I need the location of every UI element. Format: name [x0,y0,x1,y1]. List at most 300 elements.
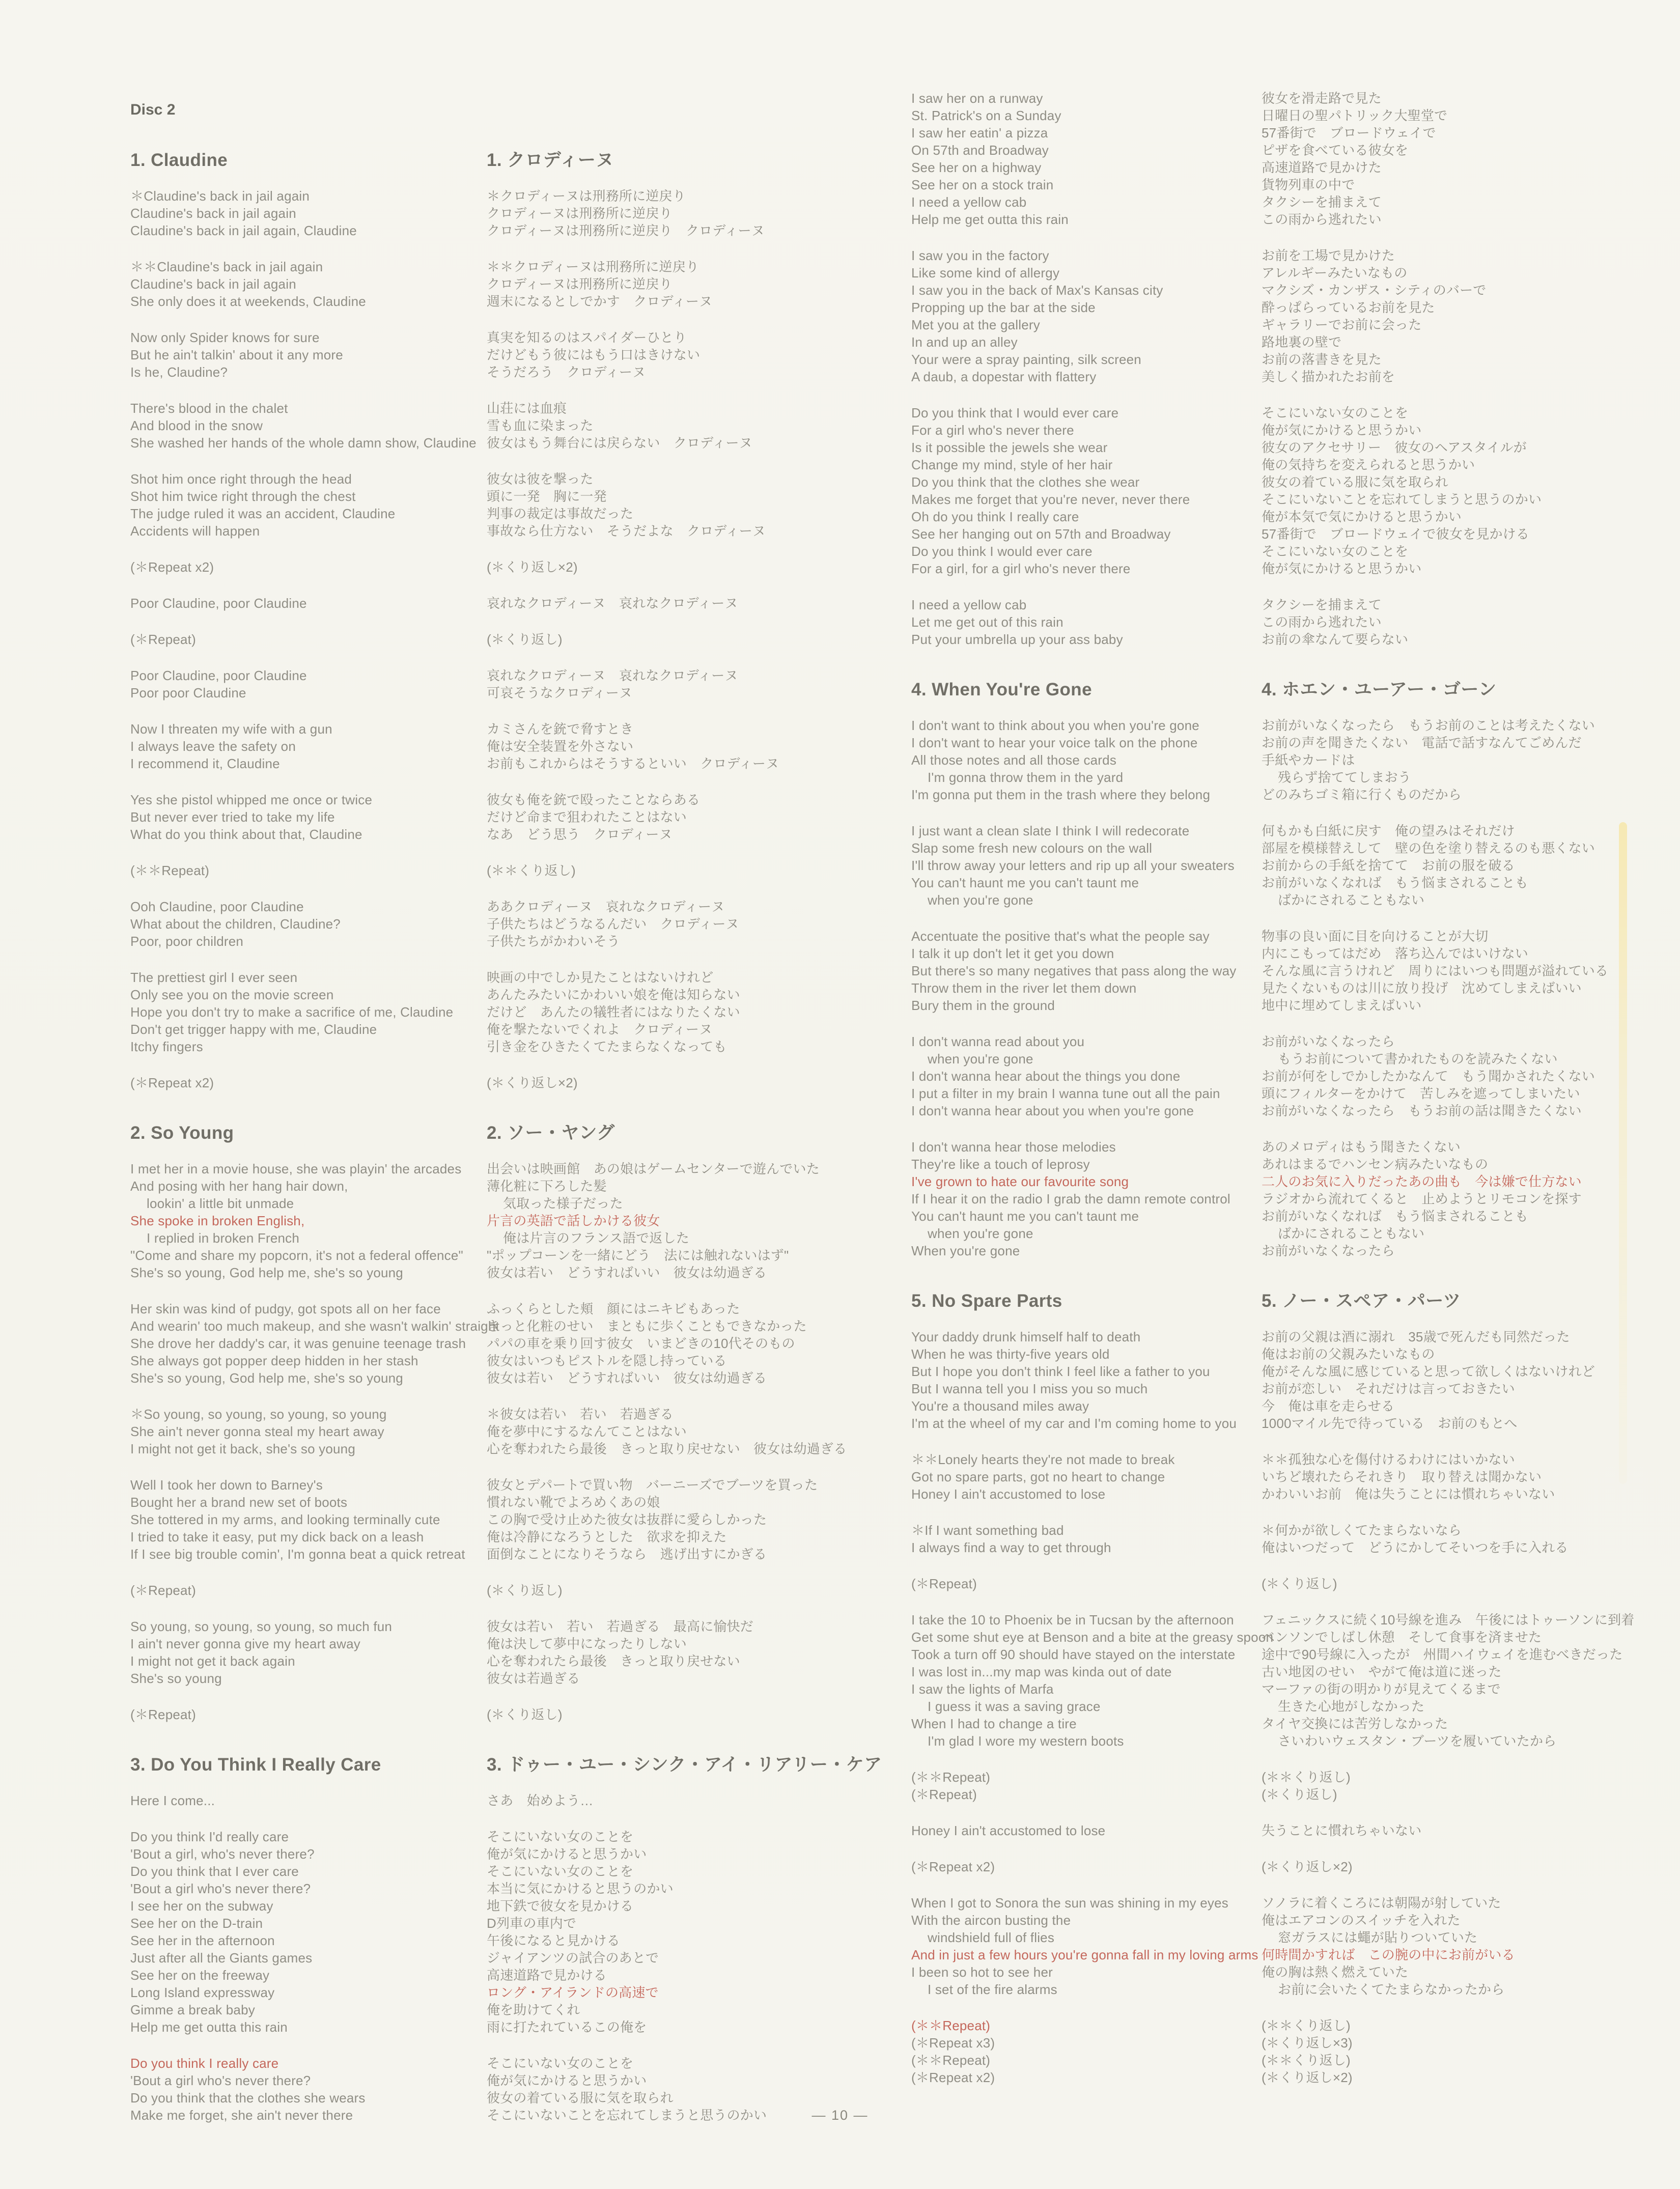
lyric-line: 俺が本気で気にかけると思うかい [1262,509,1462,524]
disc-label: Disc 2 [130,101,176,118]
lyric-line: 路地裏の壁で [1262,334,1342,350]
lyric-line: 彼女は若い 若い 若過ぎる 最高に愉快だ [487,1619,754,1634]
lyric-line: Now only Spider knows for sure [130,330,320,345]
lyric-line: ああクロディーヌ 哀れなクロディーヌ [487,899,725,914]
verse [130,898,341,950]
verse [1262,1033,1595,1119]
verse [130,1582,196,1599]
lyric-line: そこにいない女のことを [1262,544,1409,559]
verse [487,400,752,452]
lyric-line: See her on a highway [911,160,1042,175]
lyric-line: きっと化粧のせい まともに歩くこともできなかった [487,1318,807,1334]
verse [911,1328,1237,1432]
verse [911,1769,990,1803]
verse [911,1451,1175,1503]
lyric-line: ピザを食べている彼女を [1262,143,1409,158]
verse [487,1300,807,1387]
lyric-line: I always leave the safety on [130,739,296,754]
lyric-line: I'm gonna put them in the trash where they belong [911,787,1211,802]
lyric-line: 彼女は彼を撃った [487,471,594,487]
lyric-line: when you're gone [928,892,1033,908]
lyric-line: Oh do you think I really care [911,509,1079,524]
page-number: — 10 — [811,2108,869,2123]
lyric-line: どのみちゴミ箱に行くものだから [1262,787,1462,802]
lyric-line: When you're gone [911,1243,1020,1258]
lyric-line: 今 俺は車を走らせる [1262,1398,1395,1414]
lyric-line: 日曜日の聖パトリック大聖堂で [1262,108,1448,123]
lyric-line: I might not get it back again [130,1653,295,1669]
lyric-line: 窓ガラスには蠅が貼りついていた [1278,1930,1478,1945]
verse [130,329,343,381]
lyric-line: (＊くり返し) [1262,1576,1337,1591]
lyric-line: クロディーヌは刑務所に逆戻り クロディーヌ [487,223,765,238]
lyric-line: 頭にフィルターをかけて 苦しみを遮ってしまいたい [1262,1086,1580,1101]
lyric-line: Now I threaten my wife with a gun [130,721,332,737]
lyric-line: タクシーを捕まえて [1262,194,1382,210]
lyric-line: 残らず捨ててしまおう [1278,770,1412,785]
lyric-line: (＊Repeat) [130,1707,196,1722]
verse [130,1706,196,1723]
lyric-line: 俺が気にかけると思うかい [487,2073,647,2088]
lyric-line: I replied in broken French [147,1230,300,1246]
lyric-line: いちど壊れたらそれきり 取り替えは聞かない [1262,1469,1542,1484]
verse [1262,1138,1582,1259]
lyric-line: 何時間かすれば この腕の中にお前がいる [1262,1947,1515,1962]
lyric-line: 途中で90号線に入ったが 州間ハイウェイを進むべきだった [1262,1647,1623,1662]
lyric-line: But he ain't talkin' about it any more [130,347,343,362]
lyric-line: And in just a few hours you're gonna fall in my loving arms [911,1947,1258,1962]
lyric-line: 彼女はいつもピストルを隠し持っている [487,1353,727,1368]
lyric-line: お前を工場で見かけた [1262,248,1395,263]
lyric-line: 片言の英語で話しかける彼女 [487,1213,660,1228]
lyric-line: お前がいなくなったら もうお前の話は聞きたくない [1262,1103,1582,1118]
lyric-line: 酔っぱらっているお前を見た [1262,300,1435,315]
verse [911,822,1235,909]
lyric-line: お前が何をしでかしたかなんて もう聞かされたくない [1262,1069,1595,1084]
lyric-line: 事故なら仕方ない そうだよな クロディーヌ [487,523,766,539]
lyric-line: So young, so young, so young, so much fun [130,1619,393,1634]
lyric-line: お前の落書きを見た [1262,352,1382,367]
lyric-line: お前からの手紙を捨てて お前の服を破る [1262,858,1515,873]
lyric-line: 'Bout a girl, who's never there? [130,1846,315,1862]
lyric-line: Bought her a brand new set of boots [130,1495,348,1510]
lyric-line: (＊くり返し×2) [487,559,578,575]
lyric-line: ソノラに着くころには朝陽が射していた [1262,1895,1501,1911]
lyric-line: I see her on the subway [130,1898,273,1914]
lyric-line: お前がいなくなれば もう悩まされることも [1262,875,1529,890]
lyric-line: I set of the fire alarms [928,1982,1057,1997]
lyric-line: 午後になると見かける [487,1933,621,1948]
lyric-line: 部屋を模様替えして 壁の色を塗り替えるのも悪くない [1262,840,1595,856]
lyric-line: I saw her eatin' a pizza [911,125,1048,141]
lyric-line: The judge ruled it was an accident, Claudine [130,506,396,521]
lyric-line: I don't wanna hear those melodies [911,1139,1116,1155]
verse [911,1575,977,1592]
verse [911,90,1069,228]
lyric-line: 彼女の着ている服に気を取られ [1262,474,1448,490]
lyrics-column-japanese-songs-4-5 [1262,90,1634,2105]
lyric-line: カミさんを銃で脅すとき [487,721,634,737]
verse [911,2017,995,2086]
verse [130,558,214,576]
lyric-line: She's so young, God help me, she's so young [130,1370,403,1386]
lyric-line: I need a yellow cab [911,194,1027,210]
lyric-line: I don't want to hear your voice talk on the phone [911,735,1198,750]
lyric-line: ラジオから流れてくると 止めようとリモコンを探す [1262,1191,1582,1206]
lyric-line: 物事の良い面に目を向けることが大切 [1262,929,1489,944]
lyric-line: when you're gone [928,1051,1033,1067]
lyric-line: 1000マイル先で待っている お前のもとへ [1262,1416,1518,1431]
lyric-line: さいわいウェスタン・ブーツを履いていたから [1278,1733,1557,1749]
verse [911,928,1237,1014]
verse [911,1858,995,1875]
lyric-line: But never ever tried to take my life [130,809,335,825]
lyric-line: マーファの街の明かりが見えてくるまで [1262,1681,1501,1697]
lyric-line: (＊Repeat) [130,632,196,647]
lyric-line: She only does it at weekends, Claudine [130,294,366,309]
verse [487,329,700,381]
lyric-line: だけど あんたの犠牲者にはなりたくない [487,1004,740,1020]
verse [130,1406,387,1457]
lyric-line: お前の傘なんて要らない [1262,632,1409,647]
lyric-line: Poor, poor children [130,934,244,949]
verse [487,1828,674,2036]
lyric-line: 美しく描かれたお前を [1262,369,1395,384]
lyric-line: You're a thousand miles away [911,1398,1089,1414]
lyric-line: 彼女は若過ぎる [487,1671,580,1686]
verse [130,1160,463,1281]
song-title: 4. When You're Gone [911,680,1092,699]
lyric-line: Just after all the Giants games [130,1950,313,1966]
lyrics-column-english-songs-3-5 [911,90,1273,2105]
lyric-line: あのメロディはもう聞きたくない [1262,1139,1461,1155]
verse [130,1476,465,1563]
lyric-line: Do you think I would ever care [911,544,1093,559]
verse [130,1300,499,1387]
lyric-line: 彼女も俺を銃で殴ったことならある [487,792,701,807]
lyric-line: You can't haunt me you can't taunt me [911,875,1139,890]
lyric-line: 彼女とデパートで買い物 バーニーズでブーツを買った [487,1477,818,1493]
lyric-line: パパの車を乗り回す彼女 いまどきの10代そのもの [487,1336,795,1351]
verse [130,631,196,648]
lyric-line: (＊＊くり返し) [487,863,576,878]
lyric-line: クロディーヌは刑務所に逆戻り [487,206,673,221]
lyric-line: Well I took her down to Barney's [130,1477,323,1493]
lyric-line: I put a filter in my brain I wanna tune out all the pain [911,1086,1220,1101]
lyric-line: I saw her on a runway [911,91,1043,106]
lyric-line: 俺は決して夢中になったりしない [487,1636,687,1651]
lyric-line: お前の声を聞きたくない 電話で話すなんてごめんだ [1262,735,1582,750]
verse [487,969,740,1055]
lyric-line: See her on the freeway [130,1968,270,1983]
lyric-line: I recommend it, Claudine [130,756,280,771]
song-title: 2. ソー・ヤング [487,1123,615,1143]
lyric-line: 雨に打たれているこの俺を [487,2019,647,2035]
lyric-line: (＊くり返し×2) [487,1075,578,1090]
lyric-line: Do you think I'd really care [130,1829,289,1844]
lyric-line: What do you think about that, Claudine [130,827,362,842]
verse [911,1611,1273,1750]
lyric-line: They're like a touch of leprosy [911,1157,1090,1172]
lyric-line: Throw them in the river let them down [911,980,1137,996]
lyric-line: 俺を撃たないでくれよ クロディーヌ [487,1022,713,1037]
lyric-line: タイヤ交換には苦労しなかった [1262,1716,1448,1731]
lyric-line: 古い地図のせい やがて俺は道に迷った [1262,1664,1502,1679]
lyric-line: お前がいなくなったら [1262,1243,1395,1258]
lyric-line: 俺はいつだって どうにかしてそいつを手に入れる [1262,1540,1569,1555]
lyric-line: Slap some fresh new colours on the wall [911,840,1153,856]
lyric-line: 彼女の着ている服に気を取られ [487,2090,674,2106]
lyric-line: ＊＊孤独な心を傷付けるわけにはいかない [1262,1452,1515,1467]
verse [487,898,739,950]
verse [130,720,332,772]
lyric-line: ＊＊Lonely hearts they're not made to break [911,1452,1175,1467]
lyric-line: かわいいお前 俺は失うことには慣れちゃいない [1262,1486,1555,1502]
lyric-line: ばかにされることもない [1278,892,1425,908]
lyric-line: (＊Repeat) [911,1787,977,1802]
lyric-line: lookin' a little bit unmade [147,1196,294,1211]
lyric-line: (＊＊Repeat) [911,2053,991,2068]
lyric-line: On 57th and Broadway [911,143,1049,158]
verse [130,258,366,310]
lyric-line: 貨物列車の中で [1262,177,1355,192]
lyric-line: ジャイアンツの試合のあとで [487,1950,659,1966]
verse [1262,1451,1555,1503]
lyric-line: Hope you don't try to make a sacrifice of me, Claudine [130,1004,454,1020]
lyric-line: 引き金をひきたくてたまらなくなっても [487,1039,727,1054]
lyric-line: 気取った様子だった [503,1196,623,1211]
lyric-line: Do you think that I ever care [130,1864,299,1879]
lyric-line: Her skin was kind of pudgy, got spots all on her face [130,1301,441,1316]
lyric-line: (＊くり返し×2) [1262,2070,1353,2085]
lyric-line: 地中に埋めてしまえばいい [1262,998,1422,1013]
lyric-line: Claudine's back in jail again, Claudine [130,223,357,238]
lyric-line: "Come and share my popcorn, it's not a federal offence" [130,1248,463,1263]
song-title: 3. ドゥー・ユー・シンク・アイ・リアリー・ケア [487,1755,882,1775]
lyric-line: もうお前について書かれたものを読みたくない [1278,1051,1558,1067]
verse [130,1618,392,1687]
lyric-line: 俺は片言のフランス語で返した [503,1230,690,1246]
lyric-line: when you're gone [928,1226,1033,1241]
lyric-line: Do you think I really care [130,2056,279,2071]
verse [1262,1611,1634,1750]
lyric-line: Poor Claudine, poor Claudine [130,596,307,611]
lyric-line: If I hear it on the radio I grab the damn remote control [911,1191,1230,1206]
verse [487,1618,753,1687]
verse [1262,1522,1569,1556]
lyric-line: 彼女を滑走路で見た [1262,91,1382,106]
lyric-line: (＊＊くり返し) [1262,1770,1351,1785]
lyric-line: She washed her hands of the whole damn show, Claudine [130,435,477,451]
verse [1262,596,1408,648]
lyric-line: アレルギーみたいなもの [1262,265,1408,280]
lyric-line: Is he, Claudine? [130,364,228,380]
lyric-line: And posing with her hang hair down, [130,1178,348,1194]
lyric-line: お前がいなくなれば もう悩まされることも [1262,1209,1529,1224]
verse [1262,1575,1337,1592]
verse [487,558,578,576]
lyric-line: だけどもう彼にはもう口はきけない [487,347,701,362]
lyric-line: 彼女は若い どうすればいい 彼女は幼過ぎる [487,1370,767,1386]
lyric-line: お前の父親は酒に溺れ 35歳で死んだも同然だった [1262,1329,1570,1344]
lyric-line: I met her in a movie house, she was playin' the arcades [130,1161,462,1176]
lyric-line: 雪も血に染まった [487,418,594,433]
lyric-line: 失うことに慣れちゃいない [1262,1823,1422,1838]
lyric-line: 57番街で ブロードウェイで彼女を見かける [1262,526,1530,542]
verse [911,1522,1111,1556]
lyric-line: そこにいない女のことを [487,1864,634,1879]
lyric-line: See her in the afternoon [130,1933,275,1948]
lyric-line: 俺は安全装置を外さない [487,739,634,754]
lyric-line: (＊くり返し) [487,1583,563,1598]
verse [911,1822,1105,1839]
lyric-line: そうだろう クロディーヌ [487,364,646,380]
lyric-line: But there's so many negatives that pass along the way [911,963,1237,978]
lyric-line: だけど命まで狙われたことはない [487,809,687,825]
song-title: 5. No Spare Parts [911,1291,1062,1311]
lyric-line: 心を奪われたら最後 きっと取り戻せない 彼女は幼過ぎる [487,1441,847,1456]
lyric-line: If I see big trouble comin', I'm gonna beat a quick retreat [130,1547,465,1562]
lyric-line: ベンソンでしばし休憩 そして食事を済ませた [1262,1630,1542,1645]
lyric-line: Ooh Claudine, poor Claudine [130,899,304,914]
lyric-line: ＊So young, so young, so young, so young [130,1407,387,1422]
lyric-line: 俺は冷静になろうとした 欲求を抑えた [487,1529,727,1545]
lyric-line: なあ どう思う クロディーヌ [487,827,673,842]
verse [1262,90,1447,228]
song-title: 1. Claudine [130,150,228,170]
verse [130,1828,315,2036]
lyric-line: 心を奪われたら最後 きっと取り戻せない [487,1653,740,1669]
lyric-line: She spoke in broken English, [130,1213,305,1228]
lyric-line: Here I come... [130,1793,215,1808]
lyric-line: 俺はお前の父親みたいなもの [1262,1346,1435,1362]
lyric-line: Help me get outta this rain [130,2019,288,2035]
lyric-line: Do you think that I would ever care [911,405,1119,420]
lyric-line: Your daddy drunk himself half to death [911,1329,1141,1344]
lyric-line: 'Bout a girl who's never there? [130,1881,311,1896]
lyric-line: Got no spare parts, got no heart to change [911,1469,1165,1484]
lyric-line: I been so hot to see her [911,1965,1053,1980]
lyric-line: フェニックスに続く10号線を進み 午後にはトゥーソンに到着 [1262,1612,1635,1627]
lyric-line: I don't wanna hear about you when you're gone [911,1103,1194,1118]
lyric-line: 判事の裁定は事故だった [487,506,634,521]
lyric-line: Do you think that the clothes she wears [130,2090,366,2106]
lyric-line: When he was thirty-five years old [911,1346,1110,1362]
lyric-line: See her hanging out on 57th and Broadway [911,526,1171,542]
lyric-line: 俺を夢中にするなんてことはない [487,1424,687,1439]
lyric-line: ＊クロディーヌは刑務所に逆戻り [487,188,686,204]
verse [911,1033,1220,1119]
lyric-line: この胸で受け止めた彼女は抜群に愛らしかった [487,1512,767,1527]
lyric-line: 何もかも白紙に戻す 俺の望みはそれだけ [1262,823,1515,838]
lyric-line: 俺の胸は熱く燃えていた [1262,1965,1409,1980]
lyric-line: 高速道路で見かける [487,1968,607,1983]
lyric-line: 生きた心地がしなかった [1278,1699,1425,1714]
lyric-line: Change my mind, style of her hair [911,457,1113,472]
lyric-line: この雨から逃れたい [1262,212,1382,227]
lyric-line: 子供たちはどうなるんだい クロディーヌ [487,916,739,932]
verse [911,404,1190,577]
verse [911,1138,1230,1259]
lyric-line: All those notes and all those cards [911,752,1117,768]
lyric-line: Get some shut eye at Benson and a bite at the greasy spoon [911,1630,1274,1645]
lyric-line: Honey I ain't accustomed to lose [911,1823,1106,1838]
lyric-line: ＊彼女は若い 若い 若過ぎる [487,1407,674,1422]
lyric-line: お前に会いたくてたまらなかったから [1278,1982,1505,1997]
lyric-line: 地下鉄で彼女を見かける [487,1898,634,1914]
lyric-line: クロディーヌは刑務所に逆戻り [487,276,673,292]
lyric-line: (＊Repeat x2) [130,1075,214,1090]
lyric-line: Bury them in the ground [911,998,1055,1013]
lyric-line: 薄化粧に下ろした髪 [487,1178,607,1194]
verse [1262,1769,1351,1803]
lyric-line: I'll throw away your letters and rip up all your sweaters [911,858,1235,873]
lyric-line: 慣れない靴でよろめくあの娘 [487,1495,660,1510]
lyric-line: 俺が気にかけると思うかい [487,1846,647,1862]
verse [487,862,576,879]
lyric-line: マクシズ・カンザス・シティのバーで [1262,283,1487,298]
verse [487,470,766,540]
verse [487,631,563,648]
lyric-line: For a girl, for a girl who's never there [911,561,1131,576]
lyric-line: そこにいないことを忘れてしまうと思うのかい [487,2108,767,2123]
verse [487,1792,594,1809]
song-title: 1. クロディーヌ [487,150,614,170]
verse [487,258,712,310]
song-title: 3. Do You Think I Really Care [130,1755,381,1775]
lyric-line: 面倒なことになりそうなら 逃げ出すにかぎる [487,1547,767,1562]
lyric-line: (＊くり返し×3) [1262,2035,1353,2051]
lyric-line: Shot him once right through the head [130,471,352,487]
lyric-line: 俺を助けてくれ [487,2002,580,2017]
lyric-line: But I hope you don't think I feel like a father to you [911,1364,1210,1379]
lyric-line: (＊Repeat x2) [911,1859,995,1874]
verse [1262,247,1487,385]
lyric-line: Poor Claudine, poor Claudine [130,668,307,683]
lyric-line: I'm gonna throw them in the yard [928,770,1124,785]
lyric-line: I was lost in...my map was kinda out of date [911,1664,1172,1679]
verse [130,969,453,1055]
lyric-line: See her on a stock train [911,177,1054,192]
song-title: 2. So Young [130,1123,234,1143]
lyric-line: そこにいない女のことを [487,1829,634,1844]
song-title: 5. ノー・スペア・パーツ [1262,1291,1461,1311]
lyric-line: And wearin' too much makeup, and she wasn't walkin' straight [130,1318,499,1334]
lyric-line: 週末になるとしでかす クロディーヌ [487,294,713,309]
lyric-line: 見たくないものは川に放り投げ 沈めてしまえばいい [1262,980,1582,996]
lyric-line: windshield full of flies [928,1930,1055,1945]
verse [1262,822,1595,909]
lyric-line: Honey I ain't accustomed to lose [911,1486,1106,1502]
lyric-line: A daub, a dopestar with flattery [911,369,1097,384]
lyric-line: 57番街で ブロードウェイで [1262,125,1436,141]
lyric-line: 可哀そうなクロディーヌ [487,685,633,700]
verse [130,400,477,452]
lyric-line: "ポップコーンを一緒にどう 法には触れないはず" [487,1248,789,1263]
verse [487,1074,578,1091]
lyric-line: I always find a way to get through [911,1540,1111,1555]
lyric-line: When I got to Sonora the sun was shining in my eyes [911,1895,1228,1911]
verse [130,862,209,879]
lyric-line: 手紙やカードは [1262,752,1355,768]
lyric-line: She tottered in my arms, and looking terminally cute [130,1512,440,1527]
lyric-line: I need a yellow cab [911,597,1027,612]
lyric-line: Like some kind of allergy [911,265,1060,280]
lyric-line: But I wanna tell you I miss you so much [911,1381,1148,1396]
lyric-line: (＊くり返し) [487,1707,563,1722]
verse [911,717,1210,803]
lyric-line: She ain't never gonna steal my heart away [130,1424,384,1439]
